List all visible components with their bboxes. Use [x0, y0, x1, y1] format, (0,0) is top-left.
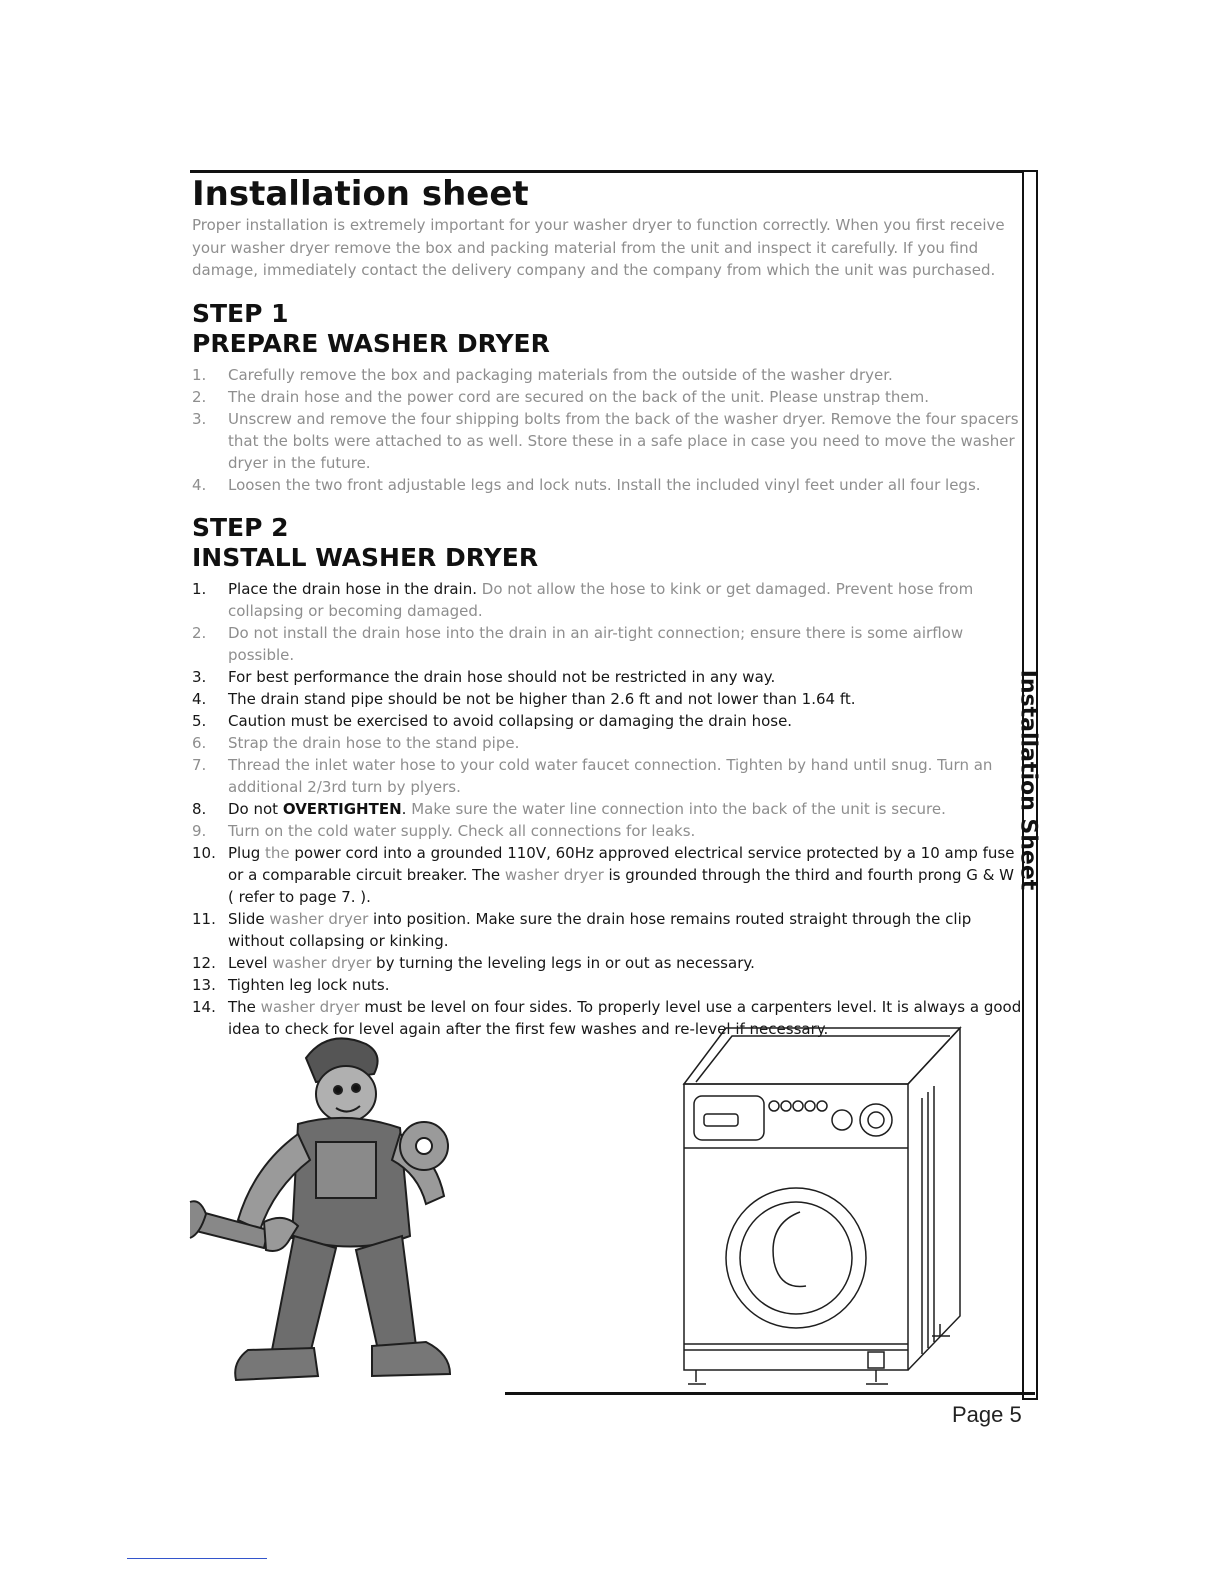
list-item: 10. Plug the power cord into a grounded 110V, 60Hz approved electrical service protected by a 10 amp fuse or a comparable circuit breaker. The washer dryer is grounded through the third and fourth prong G & W ( refer to page 7. ). [192, 843, 1015, 906]
intro-paragraph: Proper installation is extremely important for your washer dryer to function correctly. When you first receive your washer dryer remove the box and packing material from the unit and inspect it carefully. If you find damage, immediately contact the delivery company and the company from which the unit was purchased. [192, 216, 1005, 279]
list-item: 13. Tighten leg lock nuts. [192, 975, 390, 994]
list-item: 1. Carefully remove the box and packaging materials from the outside of the washer dryer. [192, 365, 893, 384]
list-item: 6. Strap the drain hose to the stand pipe. [192, 733, 520, 752]
list-item: 14. The washer dryer must be level on four sides. To properly level use a carpenters level. It is always a good idea to check for level again after the first few washes and re-level if necessary. [192, 997, 1022, 1038]
list-item: 4. The drain stand pipe should be not be higher than 2.6 ft and not lower than 1.64 ft. [192, 689, 856, 708]
list-item: 3. For best performance the drain hose should not be restricted in any way. [192, 667, 776, 686]
list-item: 11. Slide washer dryer into position. Make sure the drain hose remains routed straight through the clip without collapsing or kinking. [192, 909, 972, 950]
top-rule [190, 170, 1034, 173]
list-item: 2. Do not install the drain hose into the drain in an air-tight connection; ensure there is some airflow possible. [192, 623, 964, 664]
list-item: 4. Loosen the two front adjustable legs and lock nuts. Install the included vinyl feet under all four legs. [192, 475, 981, 494]
page-number: Page 5 [952, 1402, 1022, 1427]
list-item: 7. Thread the inlet water hose to your cold water faucet connection. Tighten by hand until snug. Turn an additional 2/3rd turn by plyers. [192, 755, 993, 796]
step1-heading: STEP 1 [192, 298, 289, 328]
page-content [192, 174, 1022, 1040]
side-tab-label: Installation Sheet [1015, 669, 1041, 891]
list-item: 3. Unscrew and remove the four shipping bolts from the back of the washer dryer. Remove the four spacers that the bolts were attached to as well. Store these in a safe place in case you need to move the washer dryer in the future. [192, 409, 1019, 472]
list-item: 9. Turn on the cold water supply. Check all connections for leaks. [192, 821, 696, 840]
step2-list [192, 578, 1022, 1040]
page-title: Installation sheet [192, 174, 529, 214]
mechanic-illustration [188, 1024, 468, 1396]
list-item: 12. Level washer dryer by turning the leveling legs in or out as necessary. [192, 953, 755, 972]
list-item: 5. Caution must be exercised to avoid collapsing or damaging the drain hose. [192, 711, 793, 730]
side-tab-label-wrap [1015, 669, 1058, 891]
step2-heading: STEP 2 [192, 512, 289, 542]
list-item: 2. The drain hose and the power cord are secured on the back of the unit. Please unstrap them. [192, 387, 930, 406]
list-item: 8. Do not OVERTIGHTEN. Make sure the water line connection into the back of the unit is secure. [192, 799, 946, 818]
step2-subheading: INSTALL WASHER DRYER [192, 542, 539, 572]
washer-dryer-illustration [670, 1024, 970, 1394]
list-item: 1. Place the drain hose in the drain. Do not allow the hose to kink or get damaged. Prevent hose from collapsing or becoming damaged. [192, 579, 974, 620]
step1-subheading: PREPARE WASHER DRYER [192, 328, 550, 358]
bottom-rule [505, 1392, 1035, 1395]
step1-list [192, 364, 1022, 496]
footer-link-line [127, 1558, 267, 1559]
